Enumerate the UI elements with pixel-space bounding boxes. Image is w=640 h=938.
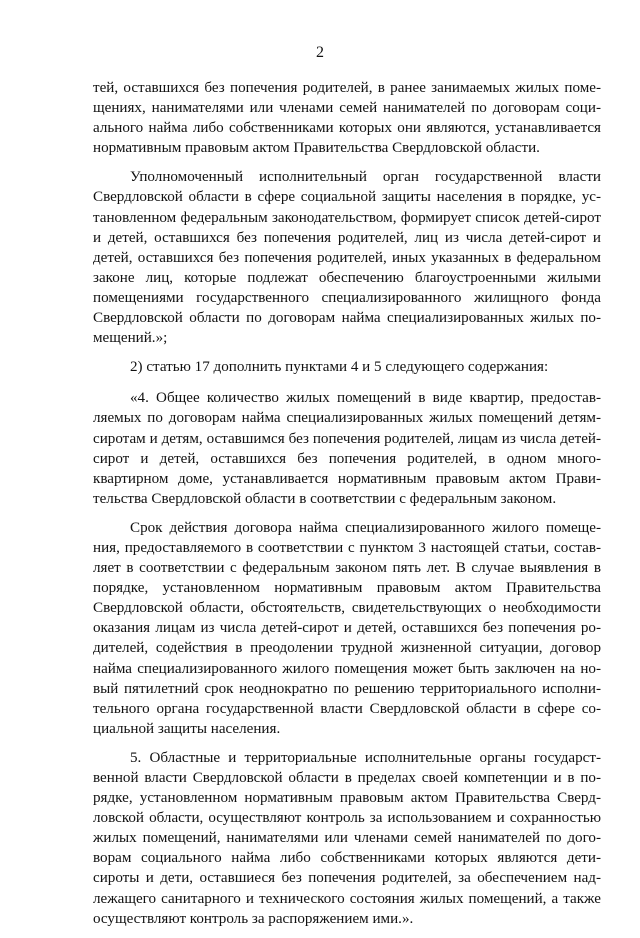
paragraph-item-4: «4. Общее количество жилых помещений в виде квартир, предоставляемых по договорам найма специализированных жилых помещений детям-сиротам и детям, оставшимся без попечения родителей, лицам из числа детей-сирот и детей, оставшихся без попечения родителей, в одном многоквартирном доме, устанавливается нормативным правовым актом Правительства Свердловской области в соответствии с федеральным законом. xyxy=(93,390,601,507)
paragraph-contract-term: Срок действия договора найма специализированного жилого помещения, предоставляемого в соответствии с пунктом 3 настоящей статьи, составляет в соответствии с федеральным законом пять лет. В случае выявления в порядке, установленном нормативным правовым актом Правительства Свердловской области, обстоятельств, свидетельствующих о необходимости оказания лицам из числа детей-сирот и детей, оставшихся без попечения родителей, содействия в преодолении трудной жизненной ситуации, договор найма специализированного жилого помещения может быть заключен на новый пятилетний срок неоднократно по решению территориального исполнительного органа государственной власти Свердловской области в сфере социальной защиты населения. xyxy=(93,519,601,737)
paragraph-authorized-body: Уполномоченный исполнительный орган государственной власти Свердловской области в сфере социальной защиты населения в порядке, установленном федеральным законодательством, формирует список детей-сирот и детей, оставшихся без попечения родителей, лиц из числа детей-сирот и детей, оставшихся без попечения родителей, иных указанных в федеральном законе лиц, которые подлежат обеспечению благоустроенными жилыми помещениями государственного специализированного жилищного фонда Свердловской области по договорам найма специализированных жилых помещений.»; xyxy=(93,169,601,347)
page-number: 2 xyxy=(316,44,324,61)
paragraph-item-5: 5. Областные и территориальные исполнительные органы государственной власти Свердловской области в пределах своей компетенции и в порядке, установленном нормативным правовым актом Правительства Свердловской области, осуществляют контроль за использованием и сохранностью жилых помещений, нанимателями или членами семей нанимателей по договорам социального найма либо собственниками которых являются дети-сироты и дети, оставшиеся без попечения родителей, за обеспечением надлежащего санитарного и технического состояния жилых помещений, а также осуществляют контроль за распоряжением ими.». xyxy=(93,749,601,927)
paragraph-article-17-amendment: 2) статью 17 дополнить пунктами 4 и 5 следующего содержания: xyxy=(130,359,549,376)
paragraph-continuation: тей, оставшихся без попечения родителей, в ранее занимаемых жилых помещениях, нанимателями или членами семей нанимателей по договорам социального найма либо собственниками которых они являются, устанавливается нормативным правовым актом Правительства Свердловской области. xyxy=(93,80,601,157)
document-body xyxy=(93,78,601,938)
